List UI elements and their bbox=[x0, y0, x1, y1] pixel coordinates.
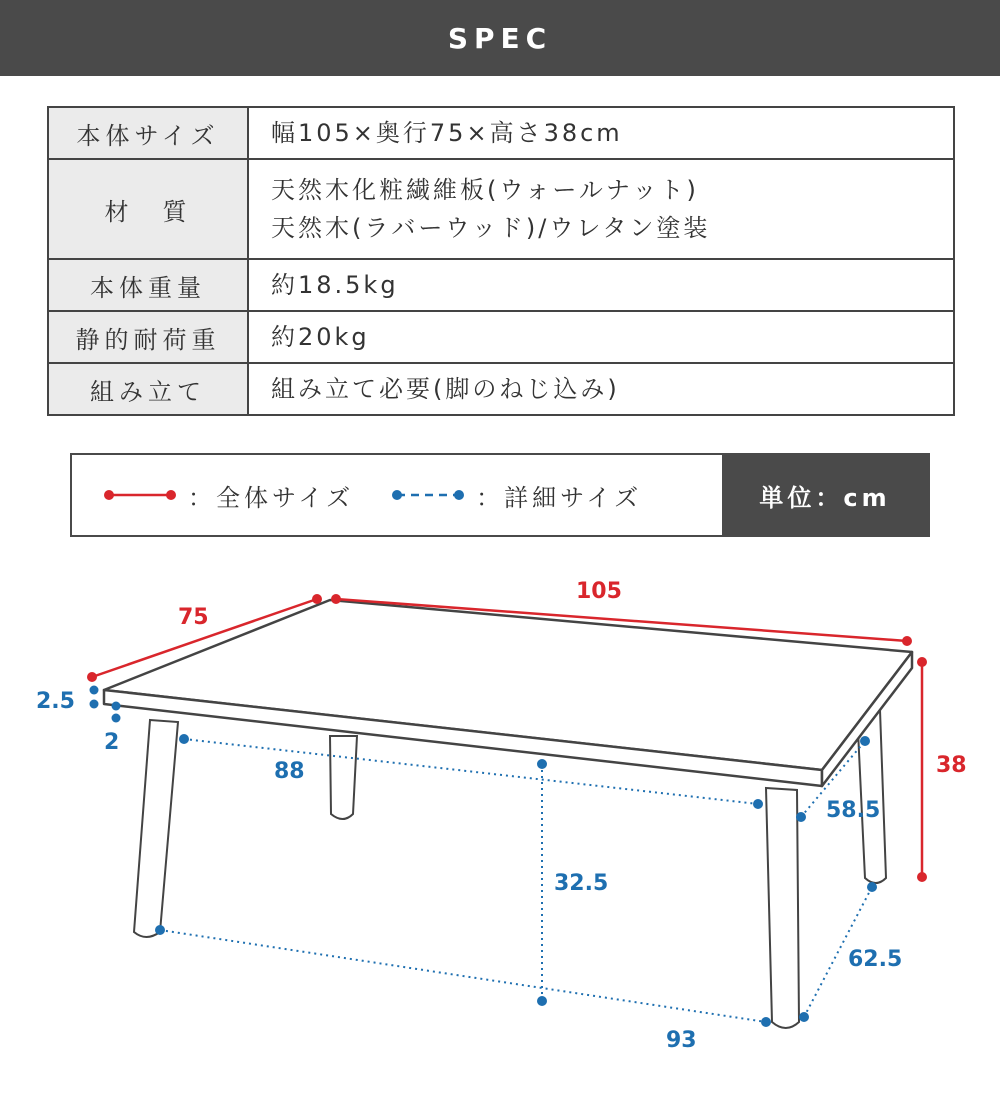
spec-label-size: 本体サイズ bbox=[48, 107, 248, 159]
front-left-leg bbox=[134, 720, 178, 937]
dim-depth-dot bbox=[87, 672, 97, 682]
label-height-overall: 38 bbox=[936, 753, 967, 778]
red-solid-line-icon bbox=[102, 488, 178, 502]
spec-row-material bbox=[48, 159, 954, 259]
dim-height-dot bbox=[917, 872, 927, 882]
legend-items bbox=[72, 455, 722, 535]
legend-overall bbox=[102, 478, 354, 513]
spec-label-weight: 本体重量 bbox=[48, 259, 248, 311]
blue-dashed-line-icon bbox=[390, 488, 466, 502]
spec-value-material bbox=[248, 159, 954, 259]
back-left-leg bbox=[330, 736, 357, 819]
label-top-thickness: 2.5 bbox=[36, 689, 75, 714]
spec-value-weight: 約18.5kg bbox=[248, 259, 954, 311]
spec-label-load: 静的耐荷重 bbox=[48, 311, 248, 363]
label-leg-height: 32.5 bbox=[554, 871, 609, 896]
dim-dot bbox=[867, 882, 877, 892]
dim-dot bbox=[761, 1017, 771, 1027]
dim-width-dot bbox=[331, 594, 341, 604]
dim-dot bbox=[799, 1012, 809, 1022]
dim-dot bbox=[753, 799, 763, 809]
spec-table bbox=[47, 106, 955, 416]
label-inner-depth-bottom: 62.5 bbox=[848, 947, 903, 972]
label-depth-overall: 75 bbox=[178, 605, 209, 630]
dim-dot bbox=[112, 714, 121, 723]
dim-inner-width-bottom-line bbox=[160, 930, 766, 1022]
dim-dot bbox=[90, 686, 99, 695]
spec-label-assembly: 組み立て bbox=[48, 363, 248, 415]
dim-dot bbox=[860, 736, 870, 746]
spec-value-assembly: 組み立て必要(脚のねじ込み) bbox=[248, 363, 954, 415]
detail-dimensions bbox=[160, 739, 872, 1022]
front-right-leg bbox=[766, 788, 799, 1028]
spec-value-material-line1: 天然木化粧繊維板(ウォールナット) bbox=[271, 176, 699, 204]
dimension-legend bbox=[70, 453, 930, 537]
spec-label-material: 材 質 bbox=[48, 159, 248, 259]
spec-value-load: 約20kg bbox=[248, 311, 954, 363]
spec-value-size: 幅105×奥行75×高さ38cm bbox=[248, 107, 954, 159]
dim-width-dot bbox=[902, 636, 912, 646]
legend-detail-label: ：詳細サイズ bbox=[476, 483, 643, 512]
spec-title: SPEC bbox=[447, 21, 553, 55]
spec-row-weight bbox=[48, 259, 954, 311]
label-inner-width-top: 88 bbox=[274, 759, 305, 784]
dim-dot bbox=[537, 996, 547, 1006]
spec-row-load bbox=[48, 311, 954, 363]
label-top-inset: 2 bbox=[104, 730, 120, 755]
spec-row-assembly bbox=[48, 363, 954, 415]
unit-label: 単位：cm bbox=[759, 483, 891, 512]
label-inner-width-bottom: 93 bbox=[666, 1028, 697, 1053]
dim-dot bbox=[155, 925, 165, 935]
dim-dot bbox=[537, 759, 547, 769]
legend-detail bbox=[390, 478, 642, 513]
dim-dot bbox=[179, 734, 189, 744]
label-width-overall: 105 bbox=[576, 579, 622, 604]
spec-value-material-line2: 天然木(ラバーウッド)/ウレタン塗装 bbox=[271, 214, 711, 242]
label-inner-depth-top: 58.5 bbox=[826, 798, 881, 823]
dim-depth-dot bbox=[312, 594, 322, 604]
table-illustration bbox=[104, 600, 912, 1028]
legend-overall-label: ：全体サイズ bbox=[188, 483, 355, 512]
table-dimension-diagram bbox=[0, 560, 1000, 1100]
spec-header bbox=[0, 0, 1000, 76]
dim-dot bbox=[796, 812, 806, 822]
dim-dot bbox=[112, 702, 121, 711]
dim-dot bbox=[90, 700, 99, 709]
dim-height-dot bbox=[917, 657, 927, 667]
unit-badge bbox=[722, 455, 928, 535]
spec-row-size bbox=[48, 107, 954, 159]
